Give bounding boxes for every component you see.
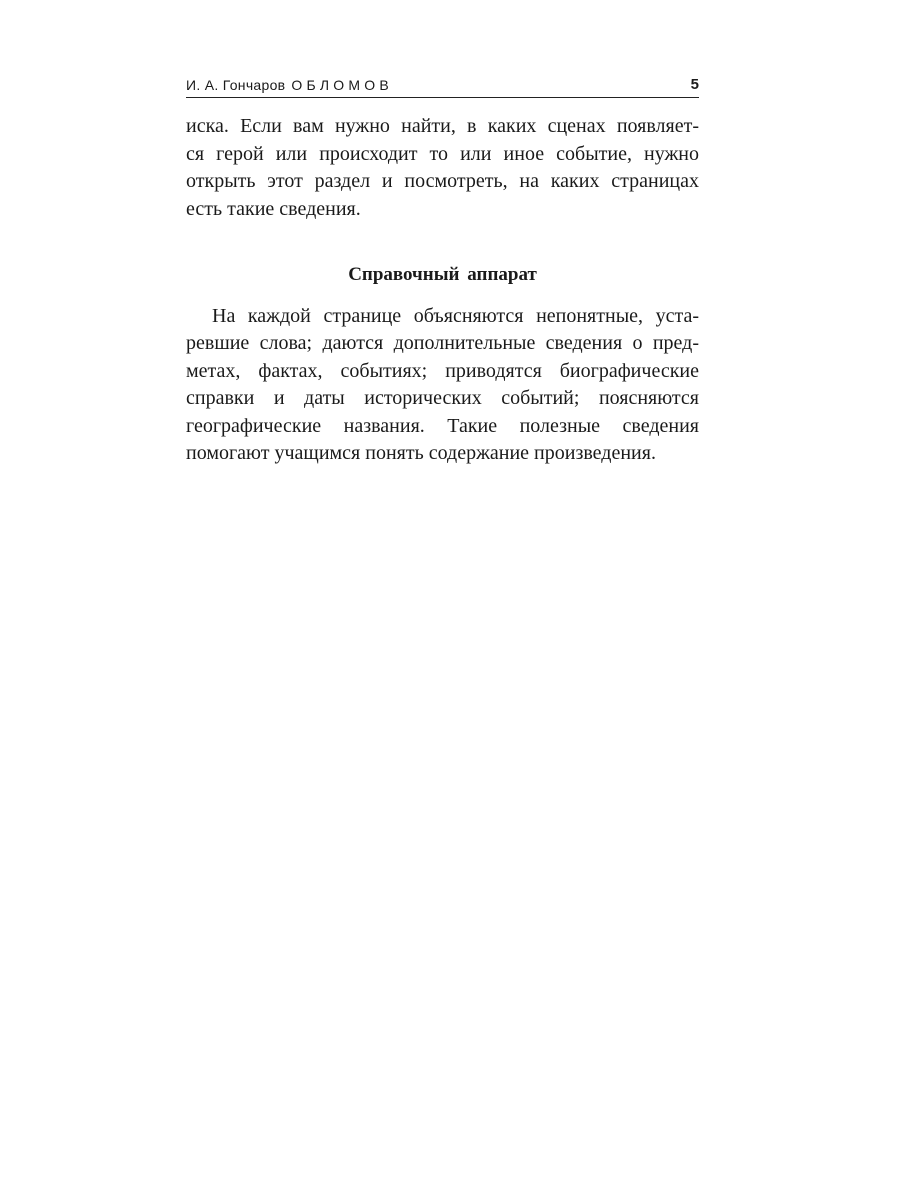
text-line: иска. Если вам нужно найти, в каких сценах появляет- [186, 115, 699, 137]
paragraph-reference-apparatus [186, 303, 699, 468]
text-line: ся герой или происходит то или иное событие, нужно [186, 142, 699, 165]
text-line: помогают учащимся понять содержание произведения. [186, 442, 656, 464]
running-header [186, 75, 699, 98]
header-title [186, 77, 393, 93]
text-line: метах, фактах, событиях; приводятся биографические [186, 359, 699, 382]
header-work-title: ОБЛОМОВ [291, 77, 393, 93]
page-number: 5 [690, 76, 699, 93]
text-line: ревшие слова; даются дополнительные сведения о пред- [186, 332, 699, 354]
text-line: На каждой странице объясняются непонятные, уста- [212, 304, 699, 327]
section-heading: Справочный аппарат [348, 264, 537, 285]
text-line: справки и даты исторических событий; поясняются [186, 387, 699, 409]
text-line: есть такие сведения. [186, 197, 361, 220]
main-text [186, 113, 699, 468]
paragraph-continued [186, 113, 699, 223]
header-author: И. А. Гончаров [186, 77, 286, 93]
text-line: открыть этот раздел и посмотреть, на каких страницах [186, 170, 699, 192]
text-line: географические названия. Такие полезные сведения [186, 414, 699, 437]
